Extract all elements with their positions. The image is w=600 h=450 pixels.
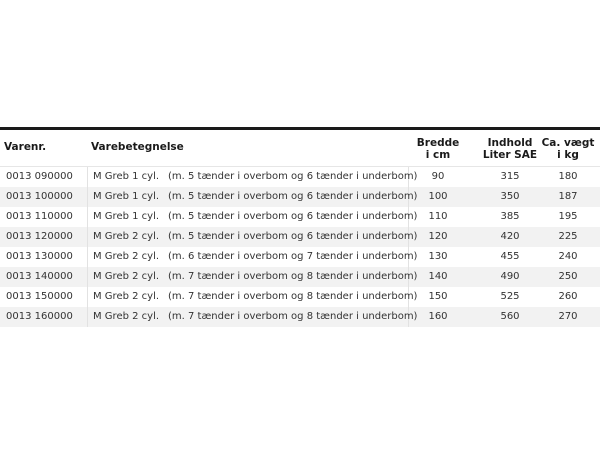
cell-vaegt: 180	[558, 171, 578, 182]
cell-varenr: 0013 110000	[6, 211, 73, 222]
column-divider	[87, 307, 88, 327]
cell-description: (m. 5 tænder i overbom og 6 tænder i underbom)	[168, 171, 418, 182]
table-header	[0, 130, 600, 166]
table-row	[0, 227, 600, 247]
cell-indhold: 350	[500, 191, 520, 202]
cell-varenr: 0013 100000	[6, 191, 73, 202]
table-row	[0, 307, 600, 327]
cell-bredde: 150	[428, 291, 448, 302]
cell-bredde: 110	[428, 211, 448, 222]
cell-varenr: 0013 120000	[6, 231, 73, 242]
cell-name: M Greb 2 cyl.	[93, 231, 160, 242]
cell-description: (m. 5 tænder i overbom og 6 tænder i underbom)	[168, 191, 418, 202]
cell-varenr: 0013 130000	[6, 251, 73, 262]
cell-vaegt: 195	[558, 211, 578, 222]
cell-bredde: 90	[431, 171, 445, 182]
header-vaegt-line1: Ca. vægt	[541, 137, 595, 149]
cell-bredde: 140	[428, 271, 448, 282]
cell-bredde: 130	[428, 251, 448, 262]
header-bredde-line2: i cm	[425, 149, 451, 161]
cell-indhold: 490	[500, 271, 520, 282]
header-vaegt-line2: i kg	[557, 149, 579, 161]
cell-vaegt: 250	[558, 271, 578, 282]
table-row	[0, 167, 600, 187]
cell-varenr: 0013 160000	[6, 311, 73, 322]
column-divider	[87, 207, 88, 227]
header-indhold-line2: Liter SAE	[482, 149, 538, 161]
column-divider	[87, 227, 88, 247]
cell-name: M Greb 1 cyl.	[93, 211, 160, 222]
cell-description: (m. 7 tænder i overbom og 8 tænder i underbom)	[168, 271, 418, 282]
header-varebetegnelse: Varebetegnelse	[91, 141, 184, 153]
cell-name: M Greb 2 cyl.	[93, 271, 160, 282]
cell-name: M Greb 2 cyl.	[93, 251, 160, 262]
header-bredde-line1: Bredde	[416, 137, 460, 149]
cell-vaegt: 270	[558, 311, 578, 322]
cell-indhold: 560	[500, 311, 520, 322]
cell-name: M Greb 1 cyl.	[93, 171, 160, 182]
header-indhold	[472, 137, 548, 161]
product-table	[0, 127, 600, 327]
table-row	[0, 247, 600, 267]
cell-varenr: 0013 140000	[6, 271, 73, 282]
column-divider	[87, 187, 88, 207]
cell-varenr: 0013 150000	[6, 291, 73, 302]
column-divider	[87, 167, 88, 187]
cell-bredde: 120	[428, 231, 448, 242]
column-divider	[87, 267, 88, 287]
cell-description: (m. 5 tænder i overbom og 6 tænder i underbom)	[168, 231, 418, 242]
header-vaegt	[540, 137, 596, 161]
cell-indhold: 420	[500, 231, 520, 242]
header-indhold-line1: Indhold	[487, 137, 533, 149]
column-divider	[87, 247, 88, 267]
cell-description: (m. 7 tænder i overbom og 8 tænder i underbom)	[168, 291, 418, 302]
table-row	[0, 187, 600, 207]
column-divider	[87, 287, 88, 307]
cell-indhold: 385	[500, 211, 520, 222]
cell-indhold: 315	[500, 171, 520, 182]
cell-name: M Greb 2 cyl.	[93, 291, 160, 302]
cell-vaegt: 260	[558, 291, 578, 302]
cell-bredde: 100	[428, 191, 448, 202]
table-row	[0, 287, 600, 307]
cell-vaegt: 240	[558, 251, 578, 262]
table-body	[0, 166, 600, 327]
cell-indhold: 525	[500, 291, 520, 302]
cell-name: M Greb 2 cyl.	[93, 311, 160, 322]
table-row	[0, 267, 600, 287]
cell-vaegt: 187	[558, 191, 578, 202]
cell-vaegt: 225	[558, 231, 578, 242]
cell-indhold: 455	[500, 251, 520, 262]
cell-description: (m. 5 tænder i overbom og 6 tænder i underbom)	[168, 211, 418, 222]
header-bredde	[410, 137, 466, 161]
cell-bredde: 160	[428, 311, 448, 322]
cell-description: (m. 7 tænder i overbom og 8 tænder i underbom)	[168, 311, 418, 322]
cell-name: M Greb 1 cyl.	[93, 191, 160, 202]
cell-varenr: 0013 090000	[6, 171, 73, 182]
table-row	[0, 207, 600, 227]
header-varenr: Varenr.	[4, 141, 47, 153]
cell-description: (m. 6 tænder i overbom og 7 tænder i underbom)	[168, 251, 418, 262]
